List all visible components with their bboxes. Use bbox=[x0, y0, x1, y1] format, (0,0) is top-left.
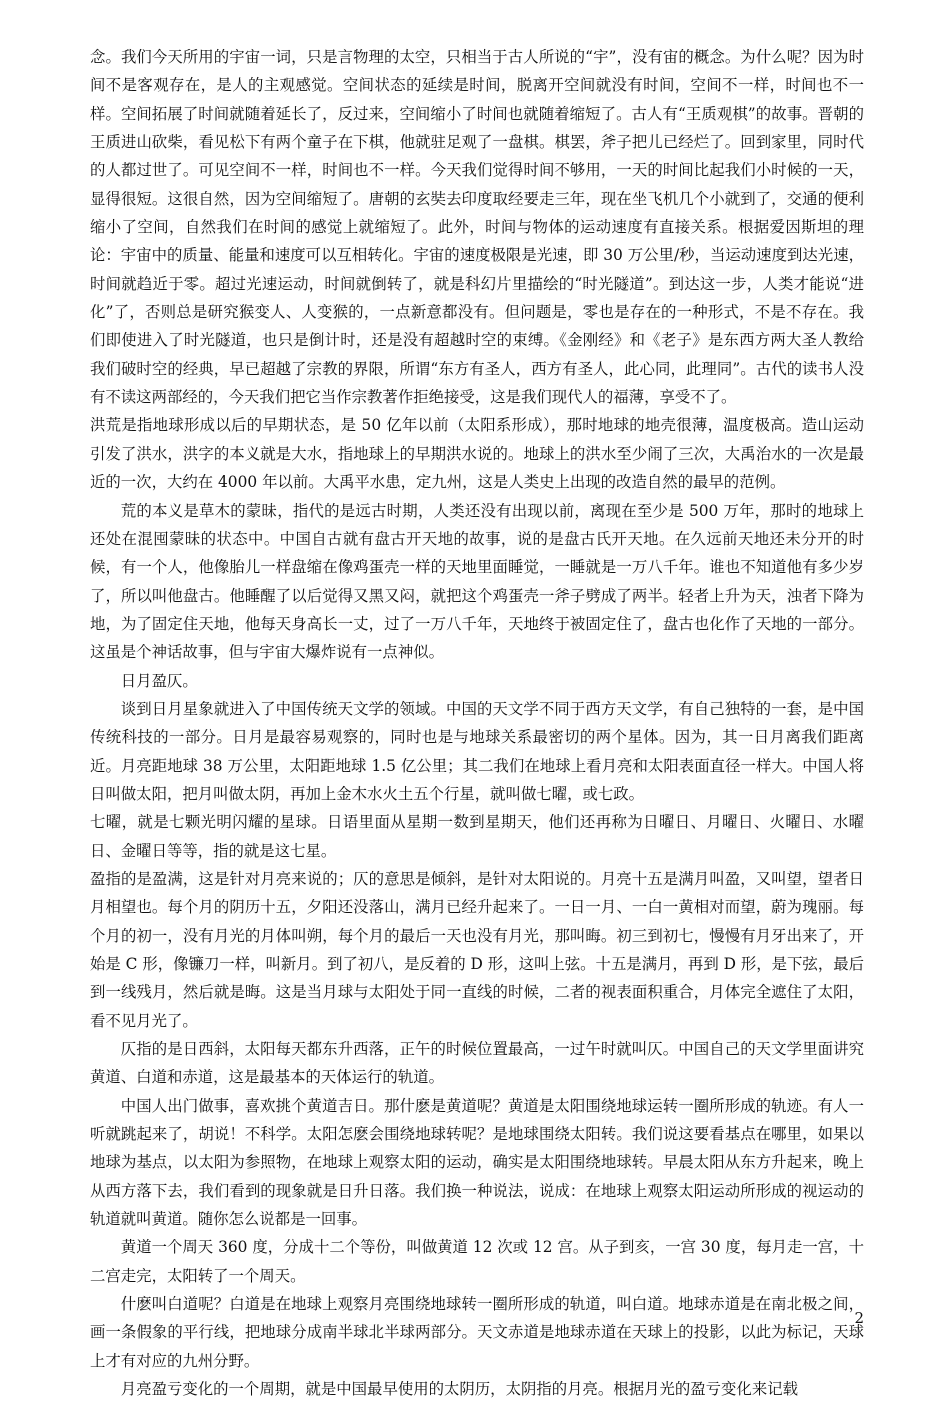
paragraph: 仄指的是日西斜，太阳每天都东升西落，正午的时候位置最高，一过午时就叫仄。中国自己的天文学里面讲究黄道、白道和赤道，这是最基本的天体运行的轨道。 bbox=[90, 1040, 864, 1087]
paragraph: 七曜，就是七颗光明闪耀的星球。日语里面从星期一数到星期天，他们还再称为日曜日、月曜日、火曜日、水曜日、金曜日等等，指的就是这七星。 bbox=[90, 813, 864, 860]
paragraph: 荒的本义是草木的蒙昧，指代的是远古时期，人类还没有出现以前，离现在至少是 500 万年，那时的地球上还处在混囤蒙昧的状态中。中国自古就有盘古开天地的故事，说的是盘古氏开天地。在久远前天地还未分开的时候，有一个人，他像胎儿一样盘缩在像鸡蛋壳一样的天地里面睡觉，一睡就是一万八千年。谁也不知道他有多少岁了，所以叫他盘古。他睡醒了以后觉得又黑又闷，就把这个鸡蛋壳一斧子劈成了两半。轻者上升为天，浊者下降为地，为了固定住天地，他每天身高长一丈，过了一万八千年，天地终于被固定住了，盘古也化作了天地的一部分。这虽是个神话故事，但与宇宙大爆炸说有一点神似。 bbox=[90, 501, 864, 662]
section-heading: 日月盈仄。 bbox=[120, 671, 198, 690]
document-body bbox=[90, 43, 864, 1404]
paragraph: 谈到日月星象就进入了中国传统天文学的领域。中国的天文学不同于西方天文学，有自己独特的一套，是中国传统科技的一部分。日月是最容易观察的，同时也是与地球关系最密切的两个星体。因为，其一日月离我们距离近。月亮距地球 38 万公里，太阳距地球 1.5 亿公里；其二我们在地球上看月亮和太阳表面直径一样大。中国人将日叫做太阳，把月叫做太阴，再加上金木水火土五个行星，就叫做七曜，或七政。 bbox=[90, 699, 864, 803]
paragraph: 中国人出门做事，喜欢挑个黄道吉日。那什麽是黄道呢？黄道是太阳围绕地球运转一圈所形成的轨迹。有人一听就跳起来了，胡说！不科学。太阳怎麽会围绕地球转呢？是地球围绕太阳转。我们说这要看基点在哪里，如果以地球为基点，以太阳为参照物，在地球上观察太阳的运动，确实是太阳围绕地球转。早晨太阳从东方升起来，晚上从西方落下去，我们看到的现象就是日升日落。我们换一种说法，说成：在地球上观察太阳运动所形成的视运动的轨道就叫黄道。随你怎么说都是一回事。 bbox=[90, 1096, 864, 1229]
paragraph: 盈指的是盈满，这是针对月亮来说的；仄的意思是倾斜，是针对太阳说的。月亮十五是满月叫盈，又叫望，望者日月相望也。每个月的阴历十五，夕阳还没落山，满月已经升起来了。一日一月、一白一黄相对而望，蔚为瑰丽。每个月的初一，没有月光的月体叫朔，每个月的最后一天也没有月光，那叫晦。初三到初七，慢慢有月牙出来了，开始是 C 形，像镰刀一样，叫新月。到了初八，是反着的 D 形，这叫上弦。十五是满月，再到 D 形，是下弦，最后到一线残月，然后就是晦。这是当月球与太阳处于同一直线的时候，二者的视表面积重合，月体完全遮住了太阳，看不见月光了。 bbox=[90, 869, 864, 1030]
paragraph: 什麽叫白道呢？白道是在地球上观察月亮围绕地球转一圈所形成的轨道，叫白道。地球赤道是在南北极之间，画一条假象的平行线，把地球分成南半球北半球两部分。天文赤道是地球赤道在天球上的投影，以此为标记，天球上才有对应的九州分野。 bbox=[90, 1295, 864, 1370]
page-number: 2 bbox=[854, 1309, 864, 1327]
paragraph: 洪荒是指地球形成以后的早期状态，是 50 亿年以前（太阳系形成），那时地球的地壳很薄，温度极高。造山运动引发了洪水，洪字的本义就是大水，指地球上的早期洪水说的。地球上的洪水至少闹了三次，大禹治水的一次是最近的一次，大约在 4000 年以前。大禹平水患，定九州，这是人类史上出现的改造自然的最早的范例。 bbox=[90, 416, 864, 492]
paragraph: 黄道一个周天 360 度，分成十二个等份，叫做黄道 12 次或 12 宫。从子到亥，一宫 30 度，每月走一宫，十二宫走完，太阳转了一个周天。 bbox=[90, 1238, 864, 1285]
paragraph: 月亮盈亏变化的一个周期，就是中国最早使用的太阴历，太阴指的月亮。根据月光的盈亏变化来记载 bbox=[120, 1380, 798, 1399]
paragraph: 念。我们今天所用的宇宙一词，只是言物理的太空，只相当于古人所说的“宇”，没有宙的概念。为什么呢？因为时间不是客观存在，是人的主观感觉。空间状态的延续是时间，脱离开空间就没有时间，空间不一样，时间也不一样。空间拓展了时间就随着延长了，反过来，空间缩小了时间也就随着缩短了。古人有“王质观棋”的故事。晋朝的王质进山砍柴，看见松下有两个童子在下棋，他就驻足观了一盘棋。棋罢，斧子把儿已经烂了。回到家里，同时代的人都过世了。可见空间不一样，时间也不一样。今天我们觉得时间不够用，一天的时间比起我们小时候的一天，显得很短。这很自然，因为空间缩短了。唐朝的玄奘去印度取经要走三年，现在坐飞机几个小就到了，交通的便利缩小了空间，自然我们在时间的感觉上就缩短了。此外，时间与物体的运动速度有直接关系。根据爱因斯坦的理论：宇宙中的质量、能量和速度可以互相转化。宇宙的速度极限是光速，即 30 万公里/秒，当运动速度到达光速，时间就趋近于零。超过光速运动，时间就倒转了，就是科幻片里描绘的“时光隧道”。到达这一步，人类才能说“进化”了，否则总是研究猴变人、人变猴的，一点新意都没有。但问题是，零也是存在的一种形式，不是不存在。我们即使进入了时光隧道，也只是倒计时，还是没有超越时空的束缚。《金刚经》和《老子》是东西方两大圣人教给我们破时空的经典，早已超越了宗教的界限，所谓“东方有圣人，西方有圣人，此心同，此理同”。古代的读书人没有不读这两部经的，今天我们把它当作宗教著作拒绝接受，这是我们现代人的福薄，享受不了。 bbox=[90, 48, 864, 407]
